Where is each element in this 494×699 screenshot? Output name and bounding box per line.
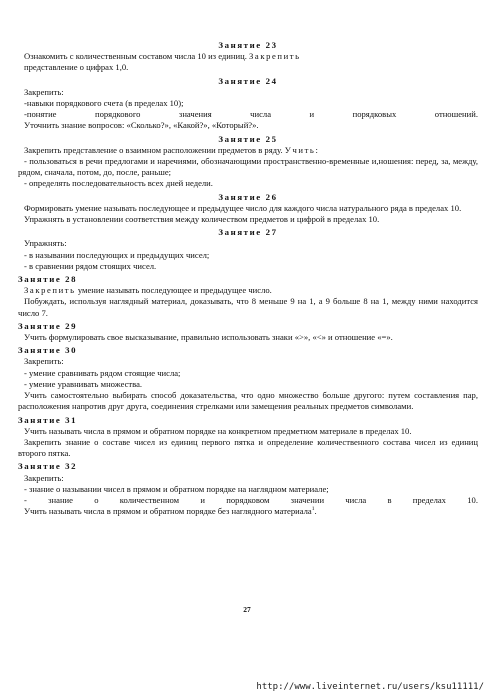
list-item: - в назывании последующих и предыдущих чисел; xyxy=(24,249,210,260)
list-item: - знание о назывании чисел в прямом и обратном порядке на наглядном материале; xyxy=(24,483,329,494)
section-title: Занятие 28 xyxy=(18,274,78,285)
list-item: - умение уравнивать множества. xyxy=(24,378,143,389)
list-item: - пользоваться в речи предлогами и наречиями, обозначающими пространственно-временные и,ношения: перед, за, между, рядом, сначала, потом, до, после, раньше; xyxy=(18,156,478,178)
section-title: Занятие 32 xyxy=(18,461,78,472)
list-item: - в сравнении рядом стоящих чисел. xyxy=(24,260,157,271)
section-title: Занятие 31 xyxy=(18,414,78,425)
section-title: Занятие 25 xyxy=(218,133,278,144)
section-title: Занятие 27 xyxy=(218,227,278,238)
paragraph: Учить самостоятельно выбирать способ доказательства, что одно множество больше другого: путем составления пар, расположения напротив друг друга, соединения стрелками или замещения реальных предметов символами. xyxy=(18,390,478,412)
paragraph: Учить называть числа в прямом и обратном порядке на конкретном предметном материале в пределах 10. xyxy=(24,425,412,436)
section-title: Занятие 29 xyxy=(18,320,78,331)
section-title: Занятие 23 xyxy=(218,40,278,50)
section-title: Занятие 26 xyxy=(218,191,278,202)
paragraph: Закрепить умение называть последующее и предыдущее число. xyxy=(24,285,272,296)
paragraph: Формировать умение называть последующее и предыдущее число для каждого числа натурального ряда в пределах 10. xyxy=(24,202,462,213)
footnote-marker: 1 xyxy=(311,506,315,513)
section-title: Занятие 30 xyxy=(18,345,78,356)
list-item: - определять последовательность всех дней недели. xyxy=(24,178,213,189)
list-item: -понятие порядкового значения числа и порядковых отношений. xyxy=(24,109,478,120)
paragraph: Уточнить знание вопросов: «Сколько?», «Какой?», «Который?». xyxy=(24,120,259,131)
paragraph: представление о цифрах 1,0. xyxy=(24,62,129,73)
list-item: -навыки порядкового счета (в пределах 10); xyxy=(24,98,184,109)
paragraph: Закрепить представление о взаимном расположении предметов в ряду. Учить: xyxy=(24,144,320,155)
list-item: - умение сравнивать рядом стоящие числа; xyxy=(24,367,181,378)
paragraph: Упражнять в установлении соответствия между количеством предметов и цифрой в пределах 10. xyxy=(24,214,380,225)
paragraph: Ознакомить с количественным составом числа 10 из единиц. Закрепить xyxy=(24,51,301,62)
paragraph: Упражнять: xyxy=(24,238,67,249)
list-item: - знание о количественном и порядковом значении числа в пределах 10. xyxy=(24,494,478,505)
paragraph: Учить формулировать свое высказывание, правильно использовать знаки «>», «<» и отношение «=». xyxy=(24,332,393,343)
paragraph: Учить называть числа в прямом и обратном порядке без наглядного материала$^1$. xyxy=(24,506,317,517)
paragraph: Закрепить знание о составе чисел из единиц первого пятка и определение количественного состава чисел из единиц второго пятка. xyxy=(18,436,478,459)
section-title: Занятие 24 xyxy=(218,75,278,86)
page-number: 27 xyxy=(243,605,251,614)
paragraph: Побуждать, используя наглядный материал, доказывать, что 8 меньше 9 на 1, а 9 больше 8 на 1, между ними находится число 7. xyxy=(18,296,478,318)
paragraph: Закрепить: xyxy=(24,86,64,97)
watermark-url: http://www.liveinternet.ru/users/ksu11111/ xyxy=(256,681,484,692)
document-page xyxy=(18,38,478,517)
paragraph: Закрепить: xyxy=(24,356,64,367)
paragraph: Закрепить: xyxy=(24,472,64,483)
